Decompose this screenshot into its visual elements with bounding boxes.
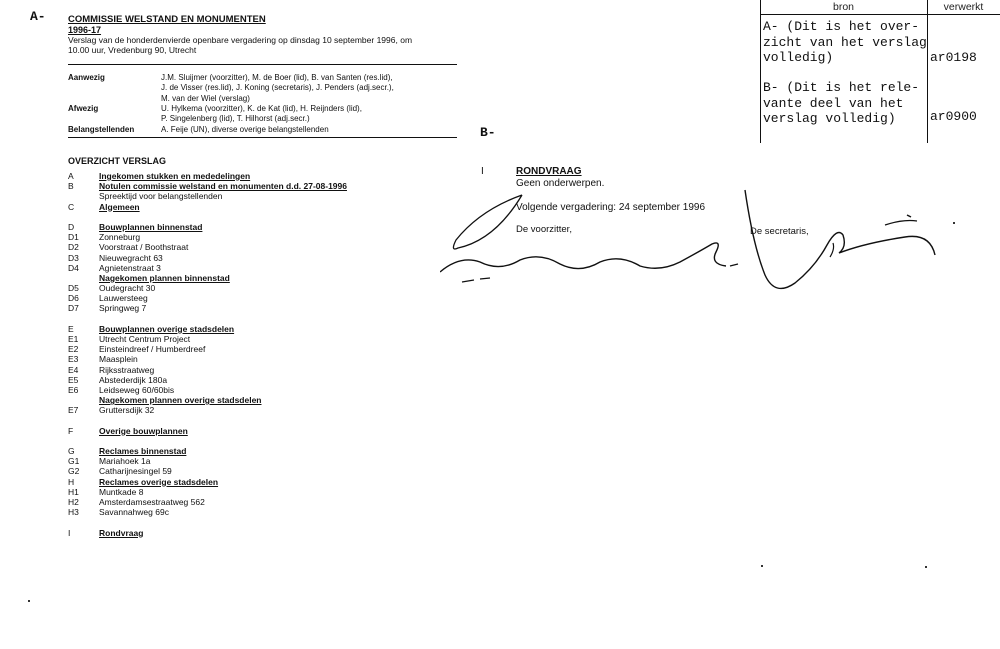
overview-item-text: Leidseweg 60/60bis [99,384,175,395]
document-subtitle-2: 10.00 uur, Vredenburg 90, Utrecht [68,45,197,55]
stamp-header-source: bron [832,1,854,13]
overview-item-code: H2 [68,497,79,507]
overview-item-code: D4 [68,262,79,273]
attendance-line: M. van der Wiel (verslag) [161,93,250,103]
scan-speck [761,565,763,567]
rondvraag-title: RONDVRAAG [516,166,582,177]
scan-speck [28,600,30,602]
overview-item-code: D7 [68,303,79,314]
overview-item-code: E5 [68,374,79,385]
stamp-column-divider [927,0,928,143]
overview-item-code: E7 [68,405,79,416]
overview-item-code: H1 [68,486,79,497]
scan-speck [925,566,927,568]
attendance-divider [68,137,457,138]
document-title: COMMISSIE WELSTAND EN MONUMENTEN [68,14,266,25]
overview-item-text: Lauwersteeg [99,293,148,304]
overview-item-code: F [68,425,74,436]
overview-item-text: Spreektijd voor belangstellenden [99,191,223,202]
stamp-header-processed: verwerkt [943,1,984,13]
attendance-line: U. Hylkema (voorzitter), K. de Kat (lid), H. Reijnders (lid), [161,104,362,113]
overview-item-code: H [68,476,75,487]
overview-item-text: Reclames binnenstad [99,446,187,457]
overview-item-code: D2 [68,242,79,253]
rondvraag-body: Geen onderwerpen. [516,178,605,189]
overview-item-text: Nieuwegracht 63 [99,252,163,263]
header-divider [68,64,457,65]
overview-item-code: H3 [68,507,79,518]
overview-item-code: D [68,221,75,232]
overview-item-text: Nagekomen plannen overige stadsdelen [99,395,262,406]
document-year: 1996-17 [68,25,102,35]
stamp-row-a-text: A- (Dit is het over- zicht van het verslag volledig) [763,19,927,65]
stamp-left-border [760,0,761,143]
overview-item-text: Maasplein [99,354,138,365]
overview-item-text: Springweg 7 [99,303,147,314]
overview-item-text: Algemeen [99,201,140,212]
overview-item-code: B [68,181,74,192]
marker-b: B- [480,125,496,140]
attendance-line: J. de Visser (res.lid), J. Koning (secretaris), J. Penders (adj.secr.), [161,83,394,93]
overview-item-code: E1 [68,334,79,344]
overview-item-text: Voorstraat / Boothstraat [99,242,189,253]
overview-item-text: Gruttersdijk 32 [99,405,155,416]
archive-stamp [760,0,1000,143]
stamp-row-b-text: B- (Dit is het rele- vante deel van het verslag volledig) [763,80,920,126]
overview-item-code: E6 [68,384,79,395]
secretary-label: De secretaris, [750,226,809,237]
overview-item-text: Einsteindreef / Humberdreef [99,344,206,355]
overview-item-text: Bouwplannen overige stadsdelen [99,323,235,334]
overview-item-code: E2 [68,344,79,355]
document-subtitle-1: Verslag van de honderdenvierde openbare vergadering op dinsdag 10 september 1996, om [68,35,413,45]
overview-item-text: Abstederdijk 180a [99,374,168,385]
overview-item-code: D3 [68,252,79,263]
overview-item-code: E4 [68,364,79,375]
overview-item-text: Ingekomen stukken en mededelingen [99,171,251,181]
overview-item-text: Rondvraag [99,527,144,538]
overview-item-text: Catharijnesingel 59 [99,466,172,477]
overview-item-text: Notulen commissie welstand en monumenten d.d. 27-08-1996 [99,181,347,192]
overview-item-code: E [68,323,74,334]
chair-signature [440,180,760,290]
stamp-row-b-code: ar0900 [930,109,977,124]
overview-item-code: I [68,527,71,538]
next-meeting: Volgende vergadering: 24 september 1996 [516,202,706,213]
overview-item-text: Muntkade 8 [99,486,144,497]
overview-item-text: Agnietenstraat 3 [99,262,161,273]
marker-a: A- [30,9,46,24]
overview-item-code: D1 [68,232,79,243]
overview-item-code: D5 [68,283,79,294]
rondvraag-code: I [481,166,484,177]
overview-item-code: C [68,201,75,212]
overview-item-text: Savannahweg 69c [99,507,169,518]
attendance-line: J.M. Sluijmer (voorzitter), M. de Boer (lid), B. van Santen (res.lid), [161,73,393,82]
overview-item-code: A [68,171,74,181]
attendance-label: Afwezig [68,104,99,113]
overview-item-text: Reclames overige stadsdelen [99,476,219,487]
stamp-row-a-code: ar0198 [930,50,977,65]
attendance-label: Belangstellenden [68,125,135,134]
overview-title: OVERZICHT VERSLAG [68,156,167,166]
overview-item-code: D6 [68,293,79,304]
overview-item-text: Mariahoek 1a [99,456,151,467]
overview-item-code: E3 [68,354,79,365]
attendance-line: P. Singelenberg (lid), T. Hilhorst (adj.secr.) [161,114,310,124]
overview-item-code: G2 [68,466,80,477]
overview-item-code: G1 [68,456,80,467]
secretary-signature [735,185,965,300]
overview-item-text: Rijksstraatweg [99,364,155,375]
stamp-divider [760,14,1000,15]
overview-item-text: Bouwplannen binnenstad [99,221,203,232]
overview-item-text: Zonneburg [99,232,141,243]
attendance-label: Aanwezig [68,73,105,82]
overview-item-text: Amsterdamsestraatweg 562 [99,497,205,507]
overview-item-text: Utrecht Centrum Project [99,334,191,344]
overview-item-text: Overige bouwplannen [99,425,188,436]
attendance-line: A. Feije (UN), diverse overige belangstellenden [161,125,329,134]
chair-label: De voorzitter, [516,224,572,235]
scan-speck [953,222,955,224]
overview-item-text: Oudegracht 30 [99,283,156,294]
overview-item-text: Nagekomen plannen binnenstad [99,272,230,283]
overview-item-code: G [68,446,75,457]
